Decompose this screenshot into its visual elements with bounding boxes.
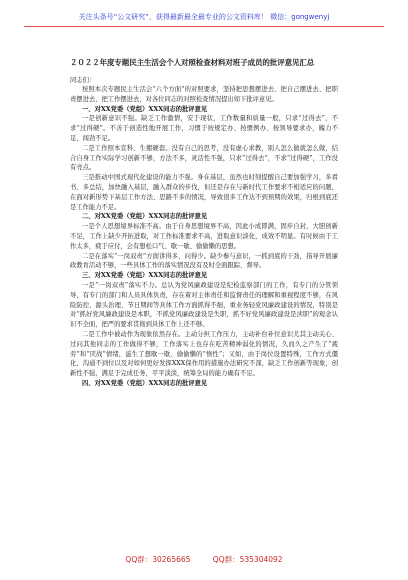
paragraph: 一是“一岗双责”落实不力。总认为党风廉政建设是纪检监察部门的工作，有专门的分管领导，有专门的部门和人员具体负责，存在着对主体责任和监督责任的理解和重视程度不够，在风险防控、源头治理、节日期间等具体工作方面抓得不细，重业务轻党风廉政建设的情况，特别是对“抓好党风廉政建设是本职，不抓党风廉政建设是失职，抓不好党风廉政建设是渎职”的观念认识不全面，把严的要求贯彻到具体工作上还不够。 <box>70 281 338 329</box>
section-heading: 四、对XX党委（党组）XXX同志的批评意见 <box>82 379 208 387</box>
paragraph: 一是创新意识不强。缺乏工作激情，安于现状，工作数量和质量一般，只求“过得去”，不求“过得硬”。不善于创造性地开展工作，习惯于按规定办、按惯例办、按领导要求办，魄力不足、闯劲不足。 <box>70 115 338 142</box>
header-banner: 关注头条号“公文研究”，获得最新最全最专业的公文资料库！ 微信：gongwenyj <box>24 10 384 27</box>
paragraph: 二是工作照本宣科、生搬硬套。没有自己的思考，没有虚心求教，别人怎么做就怎么做，结合自身工作实际学习创新不够，方法不多，灵活性不强，只求“过得去”，不求“过得硬”，工作没有亮点。 <box>70 144 338 172</box>
document-body <box>70 85 338 389</box>
document-page <box>70 58 338 389</box>
qq-group-1: QQ群：30265665 <box>125 555 191 564</box>
paragraph: 三是推动中国式现代化建设的能力不强。身在基层，虽然也时刻提醒自己要加强学习，多看书、多总结，加快融入基层，融入群众的步伐，但还是存在与新时代工作要求不相适应的问题，在面对新形势下基层工作方法、思路不多的情况，导致很多工作达不到预期的效果，归根到底还是工作能力不足。 <box>70 174 338 211</box>
footer <box>0 554 408 565</box>
paragraph: 二是在落实“一岗双责”方面讲得多、问得少。缺少参与意识，一抓到底的干劲，指导开展廉政教育活动不够，一些具体工作的落实情况没有及时全面跟踪、督导。 <box>70 252 338 270</box>
paragraph: 一是个人思想境界标准不高。由于自身思想境界不高，因此小成即满，固步自封，大胆创新不足，工作上缺少开拓进取，对工作标准要求不高，进取意识淡化，成效不明显。有时候由于工作太多，疲于应付，会有想松口气、歇一歇、偷偷懒的思想。 <box>70 223 338 250</box>
paragraph: 按照本次专题民主生活会“六个方面”的对照要求，坚持把思想摆进去、把自己摆进去、把职责摆进去、把工作摆进去，对各位同志的对照检查情况提出如下批评意见。 <box>70 86 338 103</box>
section-heading: 三、对XX党委（党组）XXX同志的批评意见 <box>82 272 208 280</box>
section-heading: 一、对XX党委（党组）XXX同志的批评意见 <box>82 105 208 113</box>
salutation: 同志们： <box>70 77 96 84</box>
paragraph: 二是工作中被动作为现象依然存在。主动分担工作压力，主动补台补位意识尤其主动关心、过问其他同志的工作做得不够，工作落实上也存在吃苦精神弱化的情况，久而久之产生了“疲劳”和“厌战”情绪，滋生了想歇一歇、偷偷懒的“惰性”；又如，由于岗位设置特殊，工作方式僵化，沟通不到位以及对如何更好发挥XXX保作用的措施办法研究不深，缺乏工作创新等现象，创新性不强，满足于完成任务，平平淡淡，统筹全局的能力确有不足。 <box>70 330 338 378</box>
document-title: ２０２２年度专题民主生活会个人对照检查材料对班子成员的批评意见汇总 <box>70 58 315 67</box>
qq-group-2: QQ群：535304092 <box>212 555 283 564</box>
section-heading: 二、对XX党委（党组）XXX同志的批评意见 <box>82 213 208 221</box>
